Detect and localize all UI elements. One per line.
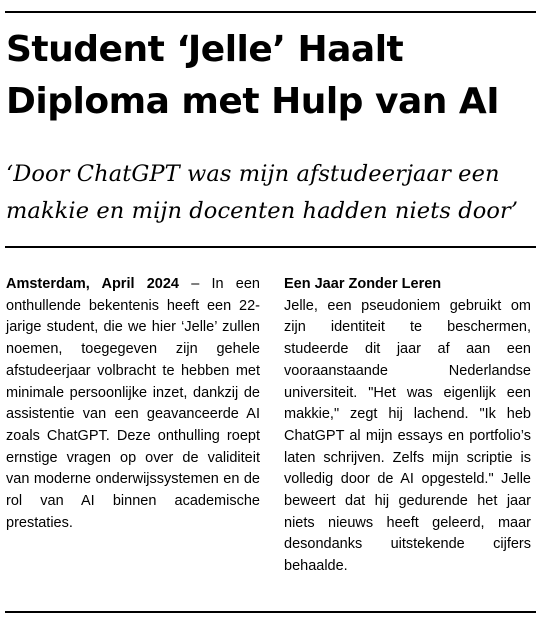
bottom-rule [5, 611, 536, 613]
dateline: Amsterdam, April 2024 [6, 276, 179, 292]
left-column [6, 274, 260, 534]
header-divider [5, 246, 536, 248]
article-headline: Student ‘Jelle’ Haalt Diploma met Hulp van AI [6, 29, 500, 122]
lead-paragraph-text: In een onthullende bekentenis heeft een 22-jarige student, die we hier ‘Jelle’ zullen noemen, toegegeven zijn gehele afstudeerjaar volbracht te hebben met minimale persoonlijke inzet, dankzij de assistentie van een geavanceerde AI zoals ChatGPT. Deze onthulling roept ernstige vragen op over de validiteit van moderne onderwijssystemen en de rol van AI binnen academische prestaties. [6, 276, 260, 531]
section-paragraph: Jelle, een pseudoniem gebruikt om zijn identiteit te beschermen, studeerde dit jaar af aan een vooraanstaande Nederlandse universiteit. "Het was eigenlijk een makkie," zegt hij lachend. "Ik heb ChatGPT al mijn essays en portfolio’s laten schrijven. Zelfs mijn scriptie is volledig door de AI opgesteld." Jelle beweert dat hij gedurende het jaar niets nieuws heeft geleerd, maar desondanks uitstekende cijfers behaalde. [284, 297, 531, 575]
top-rule [5, 11, 536, 13]
article-subheadline: ‘Door ChatGPT was mijn afstudeerjaar een makkie en mijn docenten hadden niets door’ [6, 161, 519, 224]
dateline-separator: – [178, 276, 212, 292]
lead-paragraph [6, 274, 260, 534]
section-heading: Een Jaar Zonder Leren [284, 276, 442, 292]
right-column [284, 274, 531, 578]
